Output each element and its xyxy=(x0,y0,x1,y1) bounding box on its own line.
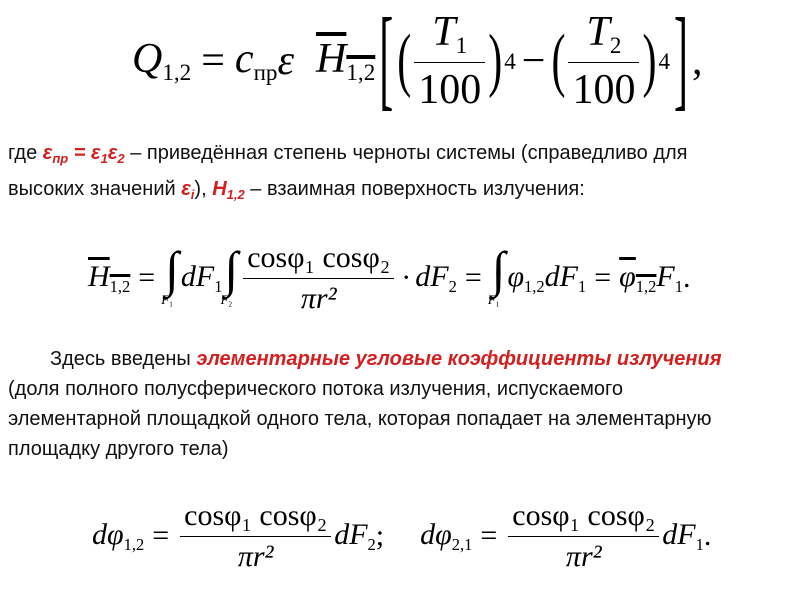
semicolon: ; xyxy=(375,519,385,552)
left-paren-2: ( xyxy=(551,21,566,101)
fraction-cos-2: $\frac{\text{cosφ₁ cosφ₂}}{\text{πr²}}$ xyxy=(508,499,659,574)
equals-sign: = xyxy=(201,38,225,84)
formula1-comma: , xyxy=(692,38,703,84)
equals-sign-2: = xyxy=(480,519,498,552)
right-bracket: ] xyxy=(674,0,689,124)
differential-df2: $dF_2$ xyxy=(415,259,457,296)
mean-angle-coefficient: $\varphi_{1,2}$ xyxy=(619,259,657,296)
elementary-coefficient-21: $d\varphi_{2,1}$ xyxy=(420,517,473,554)
formula-mutual-surface xyxy=(88,232,690,324)
dot-operator: · xyxy=(401,261,412,294)
angle-coefficient: $\varphi_{1,2}$ xyxy=(507,259,545,296)
text-where: где xyxy=(8,142,43,164)
differential-df1: $dF_1$ xyxy=(662,517,704,554)
fraction-cos: $\frac{\text{cosφ₁ cosφ₂}}{\text{πr²}}$ xyxy=(243,241,394,316)
emissivity-i: εi xyxy=(181,177,195,202)
minus-sign: − xyxy=(521,38,546,84)
text-reduced-emissivity-description: – приведённая степень черноты системы (справедливо для высоких значений xyxy=(8,142,688,200)
text-introduced: Здесь введены xyxy=(50,348,197,370)
power-2: 4 xyxy=(658,47,671,74)
formula3-period: . xyxy=(703,519,712,552)
mutual-surface-label: H1,2 xyxy=(212,177,245,202)
mutual-surface-lhs: $H_{1,2}$ xyxy=(88,259,131,296)
text-separator: ), xyxy=(194,177,213,200)
reduced-emissivity: εпр = ε1ε2 xyxy=(42,142,125,166)
explanation-paragraph xyxy=(8,344,748,464)
power-1: 4 xyxy=(504,47,516,74)
equals-sign: = xyxy=(138,261,156,294)
emissivity-symbol: ε xyxy=(277,38,295,84)
equals-sign-3: = xyxy=(594,261,612,294)
integral-f2: ∫ $F_2$ xyxy=(220,240,239,309)
left-paren-1: ( xyxy=(397,21,412,101)
differential-df2: $dF_2$ xyxy=(334,517,376,554)
equals-sign-2: = xyxy=(464,261,482,294)
equals-sign: = xyxy=(152,519,170,552)
definition-paragraph xyxy=(8,138,698,210)
right-paren-2: ) xyxy=(642,21,657,101)
right-paren-1: ) xyxy=(488,21,503,101)
formula-heat-exchange xyxy=(132,0,703,124)
mutual-surface-symbol: $H_{1,2}$ xyxy=(316,36,376,86)
differential-df1-b: $dF_1$ xyxy=(544,259,587,296)
fraction-t1: $\frac{T_1}{100}$ xyxy=(414,8,485,114)
integral-f1: ∫ $F_1$ xyxy=(161,240,179,309)
formula-elementary-coefficients xyxy=(92,486,711,586)
text-mutual-surface-description: – взаимная поверхность излучения: xyxy=(244,177,585,200)
fraction-cos-1: $\frac{\text{cosφ₁ cosφ₂}}{\text{πr²}}$ xyxy=(180,499,331,574)
heat-flow-symbol: $Q_{1,2}$ xyxy=(132,36,192,86)
elementary-angle-coefficients-term: элементарные угловые коэффициенты излучения xyxy=(196,348,722,370)
left-bracket: [ xyxy=(379,0,394,124)
elementary-coefficient-12: $d\varphi_{1,2}$ xyxy=(92,517,145,554)
text-angle-coefficient-description: (доля полного полусферического потока излучения, испускаемого элементарной площадкой одного тела, которая попадает на элементарную площадку другого тела) xyxy=(8,378,712,460)
differential-df1: $dF_1$ xyxy=(180,259,223,296)
coefficient-c: $c_{пр}$ xyxy=(234,36,278,86)
integral-f1-b: ∫ $F_1$ xyxy=(487,240,506,309)
formula2-period: . xyxy=(682,261,691,294)
surface-f1: $F_1$ xyxy=(656,259,683,296)
fraction-t2: $\frac{T_2}{100}$ xyxy=(568,8,639,114)
